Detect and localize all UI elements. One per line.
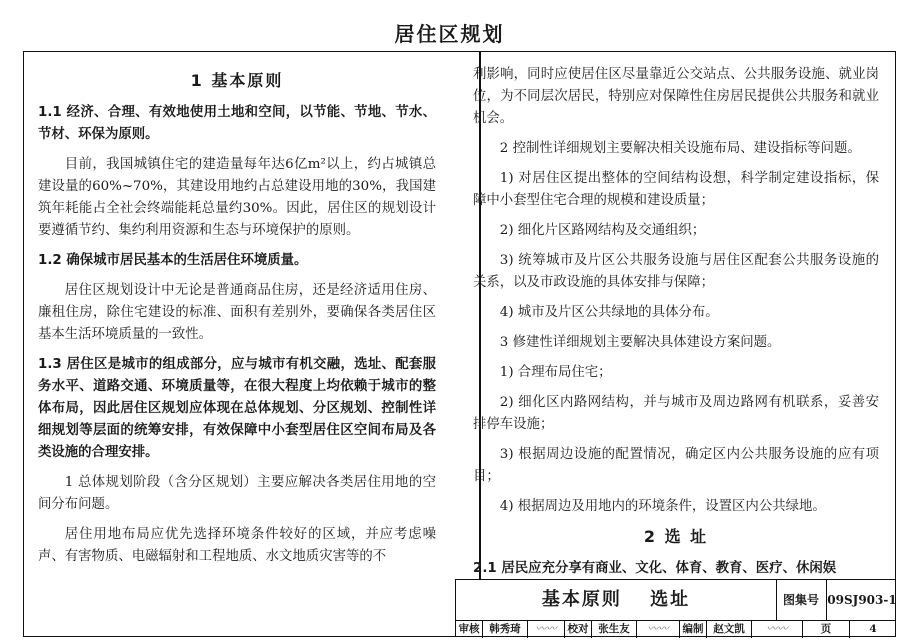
item-3-2: 2) 细化区内路网结构，并与城市及周边路网有机联系，妥善安排停车设施；: [473, 395, 879, 432]
drawing-title: 基本原则 选址: [456, 580, 777, 620]
item-3-4: 4) 根据周边及用地内的环境条件，设置区内公共绿地。: [499, 499, 826, 514]
checker-signature: 〰〰: [637, 620, 680, 638]
item-2: 2 控制性详细规划主要解决相关设施布局、建设指标等问题。: [499, 141, 861, 156]
section-title-2: 2 选 址: [643, 527, 709, 546]
left-column: [38, 64, 436, 576]
right-column: [473, 64, 879, 588]
clause-1-2-body: 居住区规划设计中无论是普通商品住房，还是经济适用住房、廉租住房，除住宅建设的标准、面积有差别外，要确保各类居住区基本生活环境质量的一致性。: [38, 283, 436, 342]
clause-2-1: 2.1 居民应充分享有商业、文化、体育、教育、医疗、休闲娱: [473, 561, 837, 576]
page-label: 页: [803, 620, 850, 638]
item-3: 3 修建性详细规划主要解决具体建设方案问题。: [499, 335, 781, 350]
atlas-number: 09SJ903-1: [827, 593, 897, 607]
clause-1-3: 1.3 居住区是城市的组成部分，应与城市有机交融，选址、配套服务水平、道路交通、环境质量等，在很大程度上均依赖于城市的整体布局，因此居住区规划应体现在总体规划、分区规划、控制性详细规划等层面的统筹安排，有效保障中小套型居住区空间布局及各类设施的合理安排。: [38, 357, 436, 460]
item-2-2: 2) 细化片区路网结构及交通组织；: [499, 223, 706, 238]
design-label: 编制: [680, 620, 707, 638]
designer-signature: 〰〰: [752, 620, 803, 638]
page-number: 4: [869, 623, 877, 635]
clause-1-3-item-1-body: 居住用地布局应优先选择环境条件较好的区域，并应考虑噪声、有害物质、电磁辐射和工程地质、水文地质灾害等的不: [38, 527, 436, 564]
checker-name: 张生友: [592, 620, 637, 638]
item-2-1: 1) 对居住区提出整体的空间结构设想，科学制定建设指标，保障中小套型住宅合理的规模和建设质量；: [473, 171, 879, 208]
clause-1-1-body: 目前，我国城镇住宅的建造量每年达6亿m²以上，约占城镇总建设量的60%~70%，其建设用地约占总建设用地的30%，我国建筑年耗能占全社会终端能耗总量约30%。因此，居住区的规划设计要遵循节约、集约利用资源和生态与环境保护的原则。: [38, 157, 436, 238]
title-block: [455, 579, 896, 637]
item-2-4: 4) 城市及片区公共绿地的具体分布。: [499, 305, 719, 320]
review-label: 审核: [456, 620, 483, 638]
designer-name: 赵文凯: [707, 620, 752, 638]
section-title-1: 1 基本原则: [190, 71, 284, 90]
clause-1-2: 1.2 确保城市居民基本的生活居住环境质量。: [38, 253, 308, 268]
atlas-label: 图集号: [776, 580, 827, 620]
reviewer-name: 韩秀琦: [483, 620, 528, 638]
continued-text: 利影响，同时应使居住区尽量靠近公交站点、公共服务设施、就业岗位，为不同层次居民，特别应对保障性住房居民提供公共服务和就业机会。: [473, 67, 879, 126]
check-label: 校对: [565, 620, 592, 638]
clause-1-3-item-1: 1 总体规划阶段（含分区规划）主要应解决各类居住用地的空间分布问题。: [38, 475, 436, 512]
title-block-row-signatures: [456, 620, 896, 638]
item-3-3: 3) 根据周边设施的配置情况，确定区内公共服务设施的应有项目；: [473, 447, 879, 484]
item-2-3: 3) 统筹城市及片区公共服务设施与居住区配套公共服务设施的关系，以及市政设施的具体安排与保障；: [473, 253, 879, 290]
page-title: 居住区规划: [394, 22, 505, 46]
item-3-1: 1) 合理布局住宅；: [499, 365, 612, 380]
reviewer-signature: 〰〰: [528, 620, 565, 638]
title-block-row-main: [456, 580, 896, 621]
clause-1-1: 1.1 经济、合理、有效地使用土地和空间，以节能、节地、节水、节材、环保为原则。: [38, 105, 436, 142]
